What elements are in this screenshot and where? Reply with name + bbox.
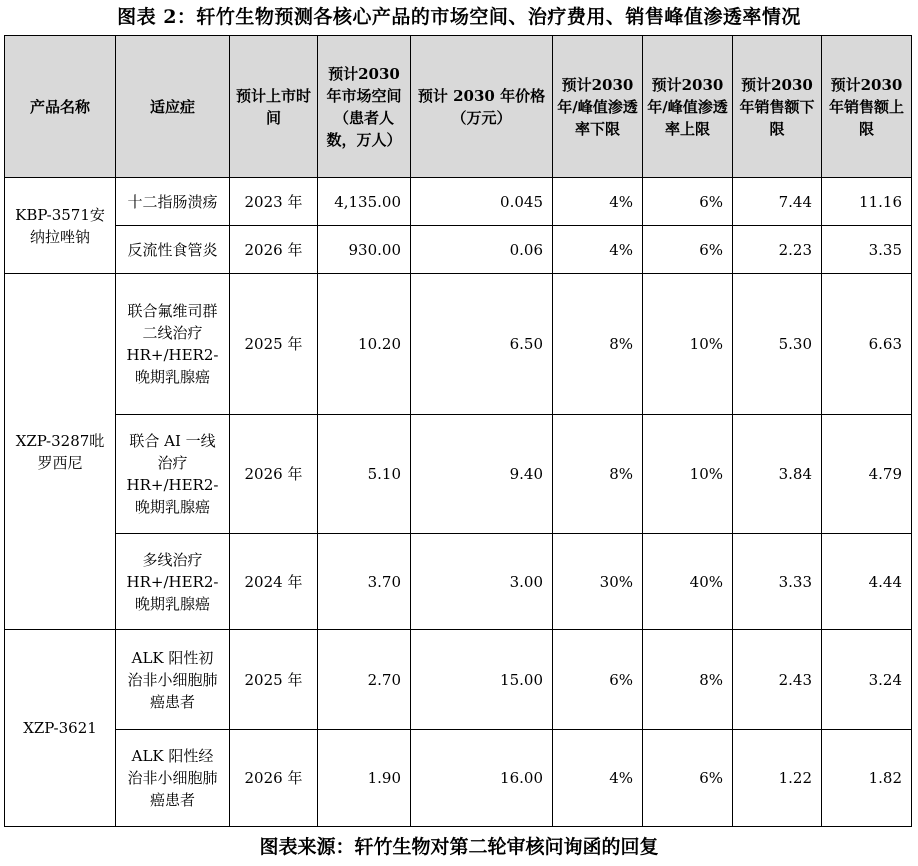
pen-low-cell: 4% bbox=[553, 178, 643, 226]
price-cell: 9.40 bbox=[411, 415, 553, 534]
sales-high-cell: 3.24 bbox=[822, 630, 912, 730]
forecast-table bbox=[4, 35, 912, 827]
header-row bbox=[5, 36, 912, 178]
indication-cell: 十二指肠溃疡 bbox=[116, 178, 230, 226]
header-indication: 适应症 bbox=[116, 36, 230, 178]
header-product: 产品名称 bbox=[5, 36, 116, 178]
pen-high-cell: 40% bbox=[643, 534, 733, 630]
price-cell: 16.00 bbox=[411, 730, 553, 827]
indication-cell: ALK 阳性经治非小细胞肺癌患者 bbox=[116, 730, 230, 827]
header-price: 预计 2030 年价格（万元） bbox=[411, 36, 553, 178]
product-cell: XZP-3287吡罗西尼 bbox=[5, 274, 116, 630]
table-source: 图表来源：轩竹生物对第二轮审核问询函的回复 bbox=[259, 836, 659, 858]
table-title: 图表 2：轩竹生物预测各核心产品的市场空间、治疗费用、销售峰值渗透率情况 bbox=[117, 6, 801, 28]
pen-high-cell: 8% bbox=[643, 630, 733, 730]
sales-low-cell: 2.23 bbox=[733, 226, 822, 274]
table-row bbox=[5, 534, 912, 630]
sales-high-cell: 4.79 bbox=[822, 415, 912, 534]
market-cell: 10.20 bbox=[318, 274, 411, 415]
sales-low-cell: 7.44 bbox=[733, 178, 822, 226]
sales-low-cell: 3.84 bbox=[733, 415, 822, 534]
pen-low-cell: 8% bbox=[553, 274, 643, 415]
launch-cell: 2025 年 bbox=[230, 274, 318, 415]
launch-cell: 2026 年 bbox=[230, 730, 318, 827]
pen-low-cell: 8% bbox=[553, 415, 643, 534]
pen-high-cell: 6% bbox=[643, 730, 733, 827]
price-cell: 0.045 bbox=[411, 178, 553, 226]
market-cell: 5.10 bbox=[318, 415, 411, 534]
table-row bbox=[5, 226, 912, 274]
launch-cell: 2024 年 bbox=[230, 534, 318, 630]
indication-cell: 联合 AI 一线治疗HR+/HER2-晚期乳腺癌 bbox=[116, 415, 230, 534]
header-launch: 预计上市时间 bbox=[230, 36, 318, 178]
sales-low-cell: 2.43 bbox=[733, 630, 822, 730]
header-market: 预计2030 年市场空间（患者人数，万人） bbox=[318, 36, 411, 178]
price-cell: 6.50 bbox=[411, 274, 553, 415]
indication-cell: 联合氟维司群二线治疗HR+/HER2-晚期乳腺癌 bbox=[116, 274, 230, 415]
market-cell: 4,135.00 bbox=[318, 178, 411, 226]
price-cell: 3.00 bbox=[411, 534, 553, 630]
market-cell: 2.70 bbox=[318, 630, 411, 730]
price-cell: 15.00 bbox=[411, 630, 553, 730]
pen-high-cell: 10% bbox=[643, 274, 733, 415]
table-row bbox=[5, 415, 912, 534]
market-cell: 3.70 bbox=[318, 534, 411, 630]
sales-low-cell: 3.33 bbox=[733, 534, 822, 630]
launch-cell: 2023 年 bbox=[230, 178, 318, 226]
table-row bbox=[5, 730, 912, 827]
pen-low-cell: 4% bbox=[553, 226, 643, 274]
product-cell: KBP-3571安纳拉唑钠 bbox=[5, 178, 116, 274]
pen-high-cell: 6% bbox=[643, 226, 733, 274]
header-pen-low: 预计2030 年/峰值渗透率下限 bbox=[553, 36, 643, 178]
forecast-table-container bbox=[4, 35, 911, 826]
price-cell: 0.06 bbox=[411, 226, 553, 274]
indication-cell: 多线治疗HR+/HER2-晚期乳腺癌 bbox=[116, 534, 230, 630]
sales-high-cell: 4.44 bbox=[822, 534, 912, 630]
indication-cell: 反流性食管炎 bbox=[116, 226, 230, 274]
launch-cell: 2026 年 bbox=[230, 226, 318, 274]
market-cell: 930.00 bbox=[318, 226, 411, 274]
indication-cell: ALK 阳性初治非小细胞肺癌患者 bbox=[116, 630, 230, 730]
table-row bbox=[5, 274, 912, 415]
launch-cell: 2026 年 bbox=[230, 415, 318, 534]
pen-low-cell: 4% bbox=[553, 730, 643, 827]
product-cell: XZP-3621 bbox=[5, 630, 116, 827]
header-pen-high: 预计2030 年/峰值渗透率上限 bbox=[643, 36, 733, 178]
header-sales-high: 预计2030 年销售额上限 bbox=[822, 36, 912, 178]
sales-high-cell: 3.35 bbox=[822, 226, 912, 274]
sales-low-cell: 5.30 bbox=[733, 274, 822, 415]
pen-high-cell: 10% bbox=[643, 415, 733, 534]
sales-high-cell: 6.63 bbox=[822, 274, 912, 415]
sales-low-cell: 1.22 bbox=[733, 730, 822, 827]
header-sales-low: 预计2030 年销售额下限 bbox=[733, 36, 822, 178]
table-row bbox=[5, 178, 912, 226]
launch-cell: 2025 年 bbox=[230, 630, 318, 730]
pen-low-cell: 30% bbox=[553, 534, 643, 630]
pen-high-cell: 6% bbox=[643, 178, 733, 226]
sales-high-cell: 11.16 bbox=[822, 178, 912, 226]
sales-high-cell: 1.82 bbox=[822, 730, 912, 827]
table-row bbox=[5, 630, 912, 730]
market-cell: 1.90 bbox=[318, 730, 411, 827]
pen-low-cell: 6% bbox=[553, 630, 643, 730]
